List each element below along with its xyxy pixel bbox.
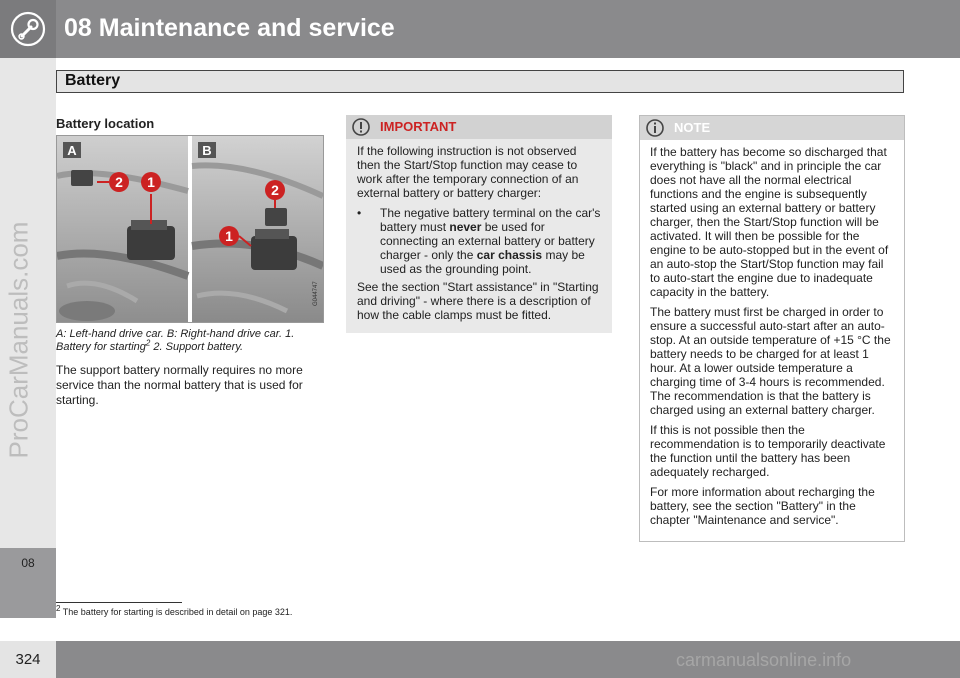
important-intro: If the following instruction is not observed then the Start/Stop function may cease to work after the temporary connection of an external battery or battery charger:: [357, 144, 579, 200]
bullet-text-b: be used for connecting an external battery or battery charger - only the: [380, 220, 595, 262]
battery-location-heading: Battery location: [56, 116, 155, 131]
section-header: [56, 70, 904, 93]
chapter-title: 08 Maintenance and service: [64, 14, 395, 42]
footnote-rule: [56, 602, 182, 603]
section-title: Battery: [65, 72, 121, 89]
footnote-text: The battery for starting is described in detail on page 321.: [62, 607, 293, 617]
chapter-tab-label: 08: [21, 556, 35, 570]
support-battery-text: The support battery normally requires no more service than the normal battery that is used for starting.: [56, 363, 303, 407]
figure-code: G044747: [313, 281, 319, 306]
footer-bar: [56, 641, 960, 678]
bullet-mark: •: [357, 206, 362, 220]
footnote: [56, 604, 293, 617]
note-paragraph-1: If the battery has become so discharged that everything is "black" and in principle the car does not have all the normal electrical functions and the engine is subsequently started using an external battery or battery charger, then the Start/Stop function will be activated. It will then be possible for the engine to be auto-stopped but in the event of an auto-stop the Start/Stop function may fail to auto-start the engine due to inadequate capacity in the battery.: [650, 145, 889, 299]
important-see-also: See the section "Start assistance" in "Starting and driving" - where there is a description of how the cable clamps must be fitted.: [357, 280, 599, 322]
warning-icon: [352, 118, 370, 136]
info-icon: [646, 119, 664, 137]
important-box: [346, 115, 612, 333]
important-body: [346, 139, 612, 322]
note-paragraph-3: If this is not possible then the recommendation is to temporarily deactivate the function until the battery has been adequately recharged.: [650, 423, 886, 479]
battery-illustration: [57, 136, 323, 322]
callout-2-b: 2: [271, 182, 279, 198]
chapter-icon-box: [0, 0, 56, 58]
bullet-bold-chassis: car chassis: [476, 248, 543, 262]
chapter-tab: [0, 548, 56, 618]
important-header: [346, 115, 612, 139]
bullet-text-a: The negative battery terminal on the car's battery must: [380, 206, 601, 234]
page-number-box: [0, 641, 56, 678]
figure-label-a: A: [67, 143, 77, 158]
wrench-icon: [10, 11, 46, 47]
callout-2-a: 2: [115, 174, 123, 190]
note-paragraph-2: The battery must first be charged in order to ensure a successful auto-start after an auto-stop. At an outside temperature of +15 °C the battery needs to be charged for at least 1 hour. At a lower outside temperature a charging time of 3-4 hours is recommended. The recommendation is that the battery is charged using an external battery charger.: [650, 305, 891, 417]
note-body: [640, 140, 904, 527]
important-bullet-text: [380, 206, 602, 276]
bullet-bold-never: never: [449, 220, 482, 234]
note-header: [640, 116, 904, 140]
callout-1-a: 1: [147, 174, 155, 190]
left-column: [56, 116, 322, 408]
note-box: [639, 115, 905, 542]
note-paragraph-4: For more information about recharging the battery, see the section "Battery" in the chapter "Maintenance and service".: [650, 485, 875, 527]
caption-footnote-ref: 2: [145, 338, 151, 348]
important-bullet: [357, 206, 602, 276]
note-title: NOTE: [674, 120, 711, 135]
figure-label-b: B: [202, 143, 212, 158]
caption-text-2: 2. Support battery.: [150, 341, 244, 353]
caption-text-1: A: Left-hand drive car. B: Right-hand drive car. 1. Battery for starting: [56, 328, 295, 353]
bullet-text-c: may be used as the grounding point.: [380, 248, 585, 276]
footer-watermark: carmanualsonline.info: [676, 650, 852, 670]
battery-location-figure: [56, 135, 324, 323]
footnote-number: 2: [56, 604, 61, 613]
page-number: 324: [15, 651, 41, 668]
important-title: IMPORTANT: [380, 119, 457, 134]
side-watermark: ProCarManuals.com: [3, 221, 34, 459]
side-column: [0, 58, 56, 618]
callout-1-b: 1: [225, 228, 233, 244]
figure-caption: [56, 328, 322, 354]
